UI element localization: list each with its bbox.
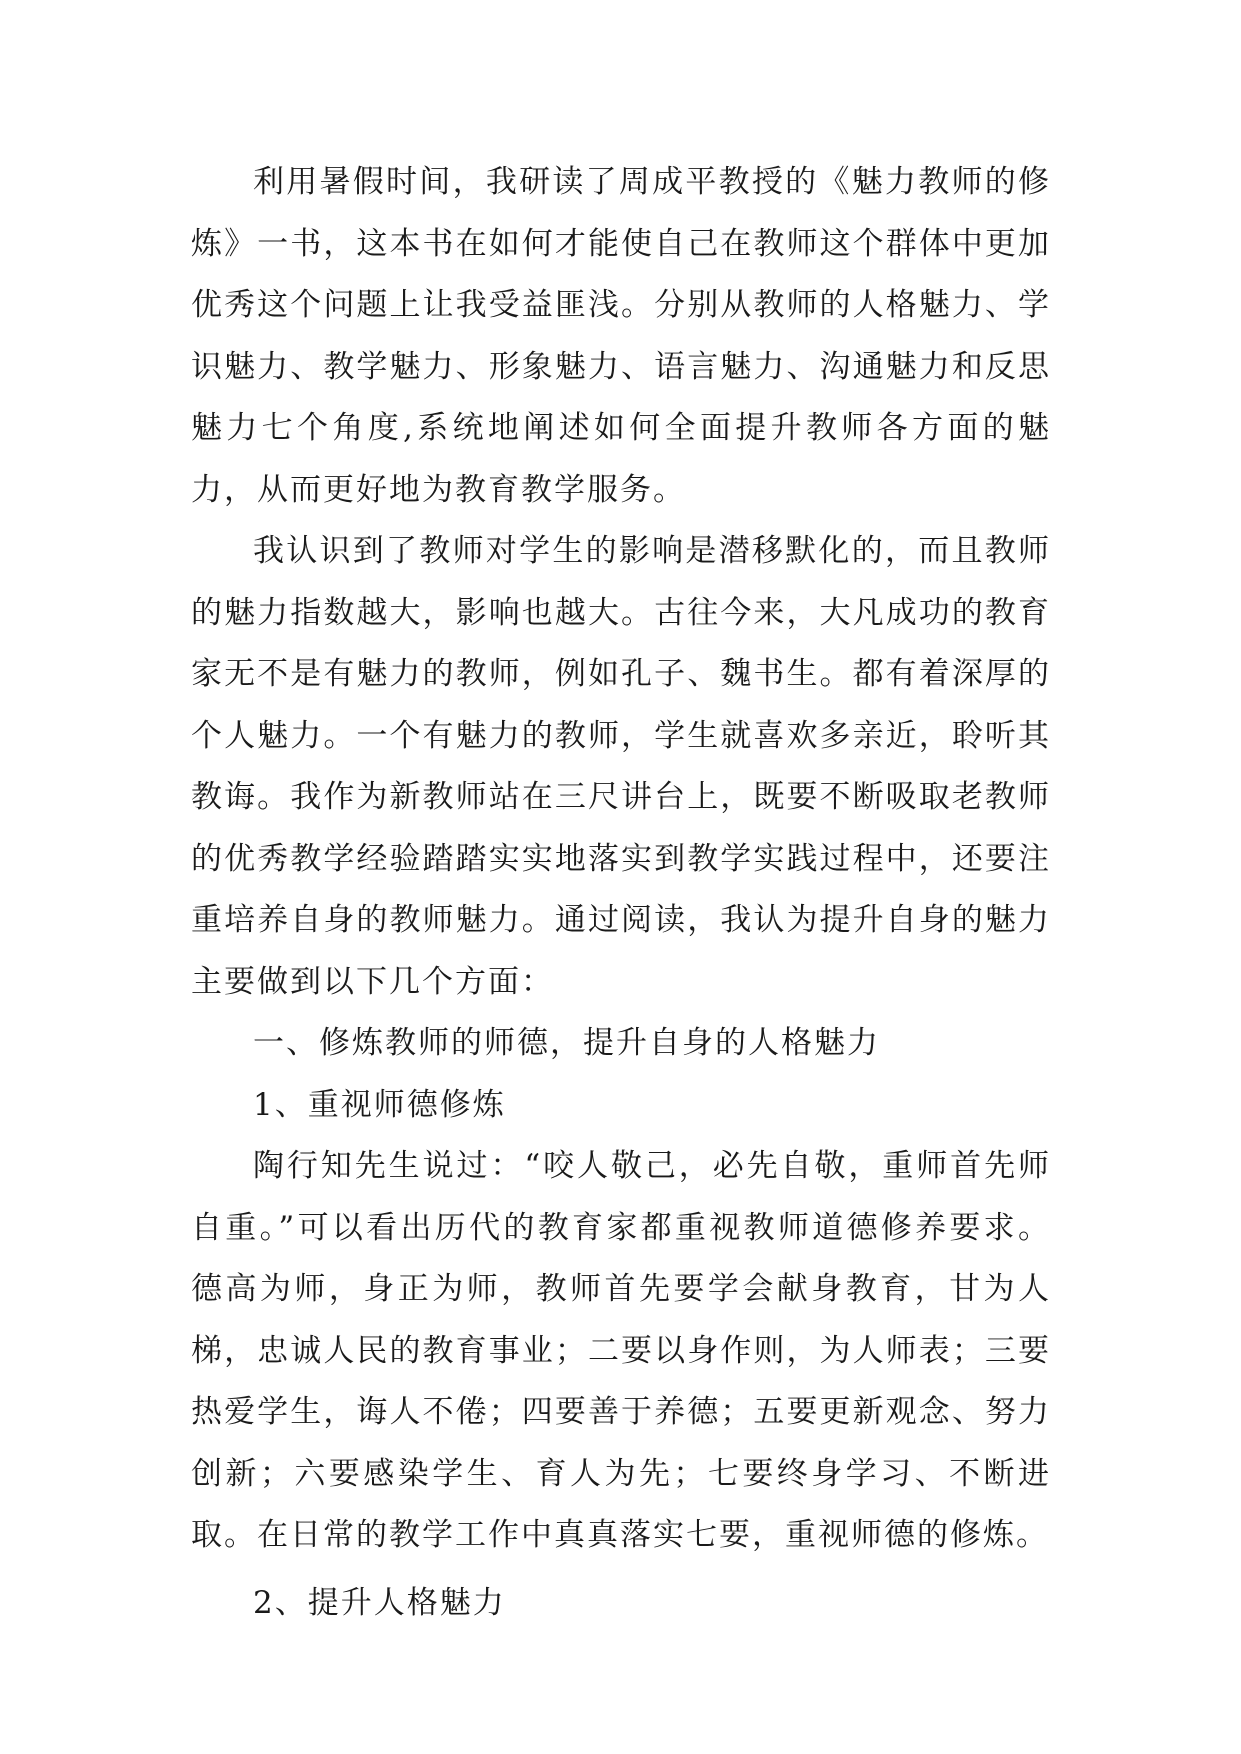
- section-heading-1: 一、修炼教师的师德，提升自身的人格魅力: [253, 1025, 880, 1061]
- paragraph-influence: 我认识到了教师对学生的影响是潜移默化的，而且教师的魅力指数越大，影响也越大。古往今来，大凡成功的教育家无不是有魅力的教师，例如孔子、魏书生。都有着深厚的个人魅力。一个有魅力的教师，学生就喜欢多亲近，聆听其教诲。我作为新教师站在三尺讲台上，既要不断吸取老教师的优秀教学经验踏踏实实地落实到教学实践过程中，还要注重培养自身的教师魅力。通过阅读，我认为提升自身的魅力主要做到以下几个方面：: [191, 533, 1051, 1000]
- paragraph-intro: 利用暑假时间，我研读了周成平教授的《魅力教师的修炼》一书，这本书在如何才能使自己在教师这个群体中更加优秀这个问题上让我受益匪浅。分别从教师的人格魅力、学识魅力、教学魅力、形象魅力、语言魅力、沟通魅力和反思魅力七个角度,系统地阐述如何全面提升教师各方面的魅力，从而更好地为教育教学服务。: [191, 164, 1051, 508]
- document-body: [191, 152, 1051, 1634]
- subsection-heading-1-2: 2、提升人格魅力: [253, 1584, 506, 1621]
- subsection-heading-1-1: 1、重视师德修炼: [253, 1086, 506, 1123]
- paragraph-teacher-ethics: 陶行知先生说过：“咬人敬己，必先自敬，重师首先师自重。”可以看出历代的教育家都重视教师道德修养要求。德高为师，身正为师，教师首先要学会献身教育，甘为人梯，忠诚人民的教育事业；二要以身作则，为人师表；三要热爱学生，诲人不倦；四要善于养德；五要更新观念、努力创新；六要感染学生、育人为先；七要终身学习、不断进取。在日常的教学工作中真真落实七要，重视师德的修炼。: [191, 1148, 1051, 1553]
